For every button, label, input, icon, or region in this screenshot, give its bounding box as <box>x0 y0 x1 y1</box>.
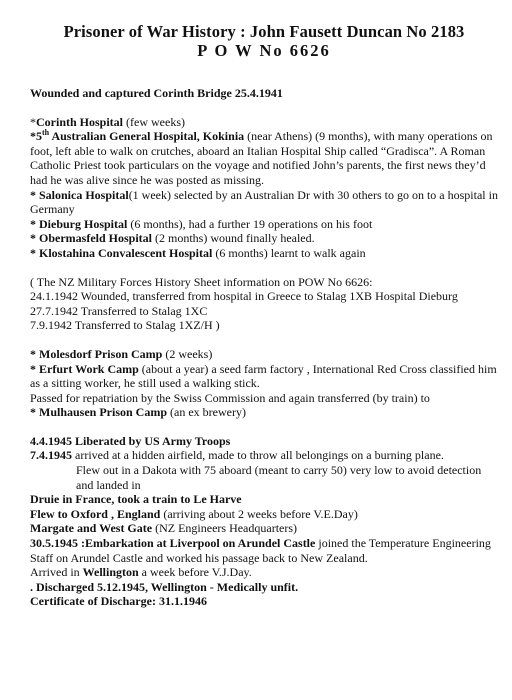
camp-item: * Erfurt Work Camp (about a year) a seed farm factory , International Red Cross classified him as a sitting worker, he still used a walking stick. <box>30 361 497 391</box>
history-line: 7.9.1942 Transferred to Stalag 1XZ/H ) <box>30 318 220 333</box>
discharged-line: . Discharged 5.12.1945, Wellington - Medically unfit. <box>30 579 299 594</box>
wounded-line: Wounded and captured Corinth Bridge 25.4.1941 <box>30 86 283 100</box>
druie-line: Druie in France, took a train to Le Harve <box>30 492 242 507</box>
prison-camps <box>30 347 498 420</box>
embarkation-line: 30.5.1945 :Embarkation at Liverpool on Arundel Castle joined the Temperature Engineering Staff on Arundel Castle and worked his passage back to New Zealand. <box>30 536 491 565</box>
hospital-item: * Salonica Hospital(1 week) selected by an Australian Dr with 30 others to go on to a hospital in Germany <box>30 187 498 217</box>
hospital-list <box>30 115 498 261</box>
certificate-line: Certificate of Discharge: 31.1.1946 <box>30 594 207 609</box>
pow-number-heading: P O W No 6626 <box>197 41 331 60</box>
camp-item: * Mulhausen Prison Camp (an ex brewery) <box>30 405 246 420</box>
hospital-item: * Dieburg Hospital (6 months), had a further 19 operations on his foot <box>30 216 373 231</box>
history-line: 24.1.1942 Wounded, transferred from hospital in Greece to Stalag 1XB Hospital Dieburg <box>30 289 458 304</box>
repatriation-line: Passed for repatriation by the Swiss Commission and again transferred (by train) to <box>30 390 430 405</box>
history-sheet <box>30 275 498 333</box>
dakota-line: Flew out in a Dakota with 75 aboard (meant to carry 50) very low to avoid detection and landed in <box>76 463 482 492</box>
airfield-line: 7.4.1945 arrived at a hidden airfield, made to throw all belongings on a burning plane. <box>30 448 444 463</box>
camp-item: * Molesdorf Prison Camp (2 weeks) <box>30 346 213 361</box>
document-title: Prisoner of War History : John Fausett Duncan No 2183 <box>63 22 465 41</box>
liberation-section <box>30 434 498 609</box>
hospital-item: *5th Australian General Hospital, Kokinia (near Athens) (9 months), with many operations on foot, left able to walk on crutches, aboard an Italian Hospital Ship called “Gradisca”. A Roman Catholic Priest took particulars on the voyage and notified John’s parents, the first news they’d had he was alive since he was posted as missing. <box>30 128 493 187</box>
history-line: 27.7.1942 Transferred to Stalag 1XC <box>30 303 208 318</box>
liberated-line: 4.4.1945 Liberated by US Army Troops <box>30 433 231 448</box>
history-intro: ( The NZ Military Forces History Sheet information on POW No 6626: <box>30 274 373 289</box>
oxford-line: Flew to Oxford , England (arriving about 2 weeks before V.E.Day) <box>30 506 358 521</box>
hospital-item: *Corinth Hospital (few weeks) <box>30 114 185 129</box>
arrived-line: Arrived in Wellington a week before V.J.Day. <box>30 565 252 580</box>
hospital-item: * Klostahina Convalescent Hospital (6 months) learnt to walk again <box>30 245 366 260</box>
margate-line: Margate and West Gate (NZ Engineers Headquarters) <box>30 521 298 536</box>
hospital-item: * Obermasfeld Hospital (2 months) wound finally healed. <box>30 231 315 246</box>
